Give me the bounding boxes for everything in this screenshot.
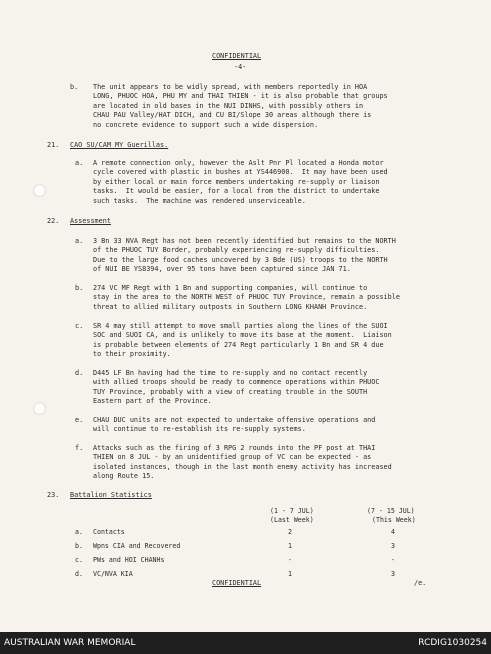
text-line: is probable between elements of 274 Regt particularly 1 Bn and SR 4 due <box>93 340 384 349</box>
row-label: a. <box>75 528 83 536</box>
column-header-last-week: (1 - 7 JUL) <box>270 507 314 515</box>
text-line: 3 Bn 33 NVA Regt has not been recently identified but remains to the NORTH <box>93 237 396 245</box>
text-line: LONG, PHUOC HOA, PHU MY and THAI THIEN - it is also probable that groups <box>93 92 388 101</box>
text-line: The unit appears to be widly spread, with members reportedly in HOA <box>93 83 368 91</box>
text-line: CHAU PAU Valley/HAT DICH, and CU BI/Slope 30 areas although there is <box>93 111 372 120</box>
text-line: of the PHUOC TUY Border, probably experiencing re-supply difficulties. <box>93 246 380 255</box>
item-label: f. <box>75 444 84 452</box>
section-heading: Assessment <box>70 217 111 225</box>
text-line: no concrete evidence to support such a wide dispersion. <box>93 120 319 129</box>
column-header-last-week: (Last Week) <box>270 516 314 525</box>
section-number: 23. <box>47 491 60 499</box>
text-line: A remote connection only, however the Aslt Pnr Pl located a Honda motor <box>93 159 384 167</box>
item-label: b. <box>75 284 84 292</box>
row-name: PWs and HOI CHANHs <box>93 556 165 564</box>
item-label: a. <box>75 237 84 245</box>
text-line: such tasks. The machine was rendered unserviceable. <box>93 196 306 205</box>
row-name: Contacts <box>93 528 125 536</box>
row-last-week: 1 <box>288 570 292 578</box>
item-label: c. <box>75 322 84 330</box>
item-label: d. <box>75 369 84 377</box>
section-number: 22. <box>47 217 60 225</box>
text-line: Due to the large food caches uncovered by 3 Bde (US) troops to the NORTH <box>93 255 388 264</box>
text-line: Attacks such as the firing of 3 RPG 2 rounds into the PF post at THAI <box>93 444 376 452</box>
row-label: c. <box>75 556 83 564</box>
text-line: stay in the area to the NORTH WEST of PHUOC TUY Province, remain a possible <box>93 293 400 302</box>
row-label: b. <box>75 542 83 550</box>
text-line: threat to allied military outposts in Southern LONG KHANH Province. <box>93 302 368 311</box>
text-line: will continue to re-establish its re-supply systems. <box>93 425 306 434</box>
text-line: 274 VC MF Regt with 1 Bn and supporting companies, will continue to <box>93 284 368 292</box>
item-label: b. <box>70 83 79 91</box>
section-heading: CAO SU/CAM MY Guerillas. <box>70 141 169 149</box>
row-this-week: 3 <box>391 570 395 578</box>
text-line: are located in old bases in the NUI DINHS, with possibly others in <box>93 101 364 110</box>
row-last-week: - <box>288 556 292 564</box>
archive-reference: RCDIG1030254 <box>418 638 487 648</box>
punch-hole <box>33 402 46 415</box>
row-last-week: 1 <box>288 542 292 550</box>
item-label: a. <box>75 159 84 167</box>
text-line: SR 4 may still attempt to move small parties along the lines of the SUOI <box>93 322 388 330</box>
text-line: CHAU DUC units are not expected to undertake offensive operations and <box>93 416 376 424</box>
text-line: SOC and SUOI CA, and is unlikely to move its base at the moment. Liaison <box>93 331 392 340</box>
punch-hole <box>33 184 46 197</box>
section-number: 21. <box>47 141 60 149</box>
item-label: e. <box>75 416 84 424</box>
continuation-marker: /e. <box>414 579 427 587</box>
text-line: D445 LF Bn having had the time to re-supply and no contact recently <box>93 369 368 377</box>
text-line: isolated instances, though in the last month enemy activity has increased <box>93 462 392 471</box>
text-line: of NUI BE YS8394, over 95 tons have been captured since JAN 71. <box>93 265 351 274</box>
row-name: VC/NVA KIA <box>93 570 133 578</box>
text-line: along Route 15. <box>93 472 155 481</box>
column-header-this-week: (This Week) <box>372 516 416 525</box>
page-number: -4- <box>234 63 247 71</box>
archive-institution: AUSTRALIAN WAR MEMORIAL <box>4 638 136 648</box>
classification-footer: CONFIDENTIAL <box>212 579 262 587</box>
row-this-week: 3 <box>391 542 395 550</box>
text-line: by either local or main force members undertaking re-supply or liaison <box>93 177 380 186</box>
section-heading: Battalion Statistics <box>70 491 152 499</box>
text-line: TUY Province, probably with a view of creating trouble in the SOUTH <box>93 387 368 396</box>
row-this-week: - <box>391 556 395 564</box>
archive-footer-bar <box>0 632 491 654</box>
row-last-week: 2 <box>288 528 292 536</box>
text-line: Eastern part of the Province. <box>93 397 212 406</box>
text-line: cycle covered with plastic in bushes at YS446900. It may have been used <box>93 168 388 177</box>
classification-header: CONFIDENTIAL <box>212 52 262 60</box>
column-header-this-week: (7 - 15 JUL) <box>367 507 415 515</box>
text-line: with allied troops should be ready to commence operations within PHUOC <box>93 378 380 387</box>
text-line: tasks. It would be easier, for a local from the district to undertake <box>93 187 380 196</box>
row-name: Wpns CIA and Recovered <box>93 542 181 550</box>
text-line: THIEN on 8 JUL - by an unidentified group of VC can be expected - as <box>93 453 372 462</box>
row-label: d. <box>75 570 83 578</box>
text-line: to their proximity. <box>93 350 171 359</box>
row-this-week: 4 <box>391 528 395 536</box>
